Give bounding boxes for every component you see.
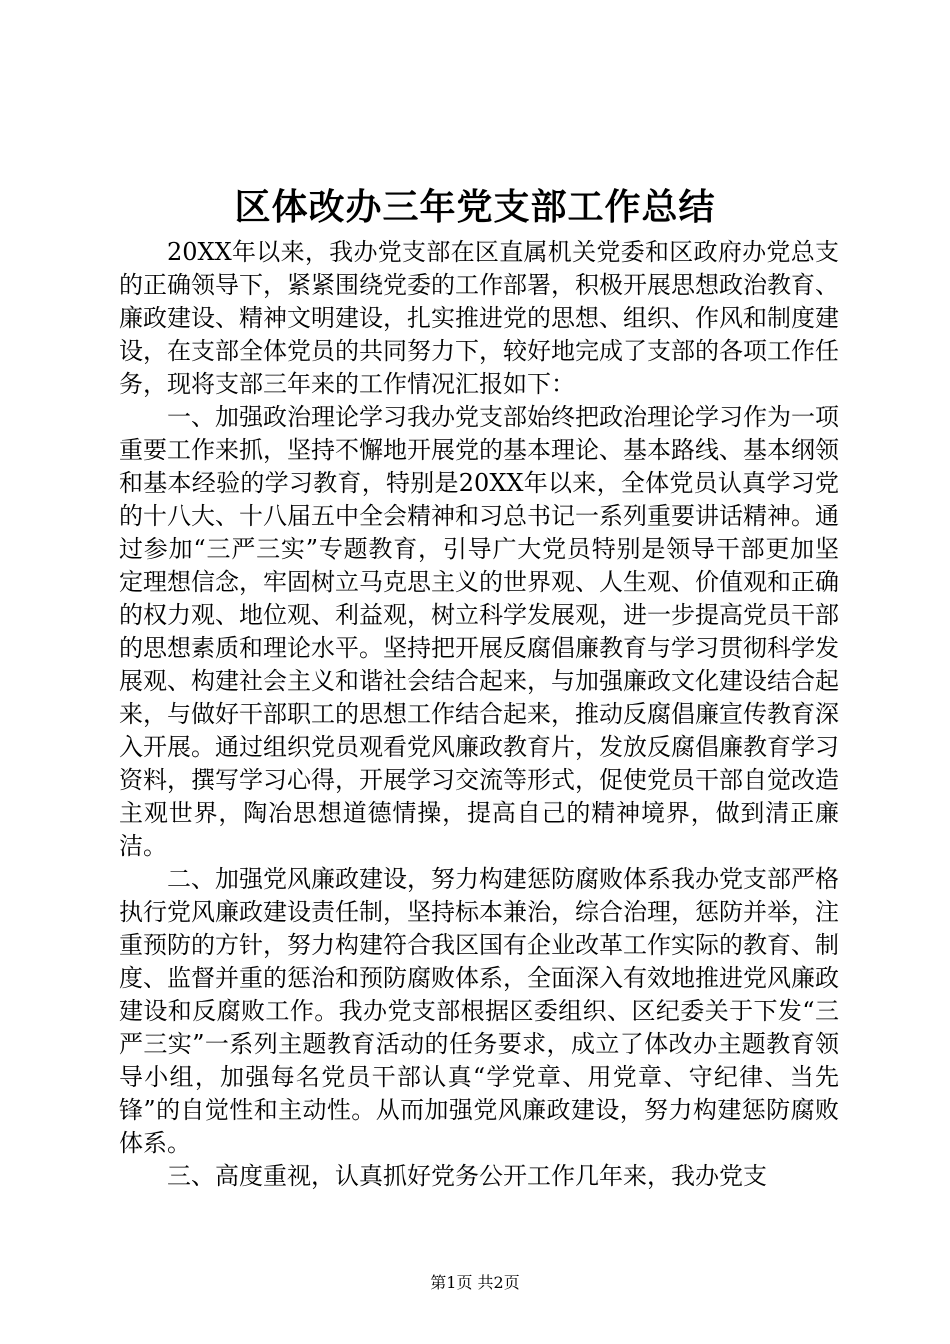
document-title: 区体改办三年党支部工作总结 [234,186,716,228]
paragraph-section-1: 一、加强政治理论学习我办党支部始终把政治理论学习作为一项重要工作来抓，坚持不懈地开展党的基本理论、基本路线、基本纲领和基本经验的学习教育，特别是20XX年以来，全体党员认真学习党的十八大、十八届五中全会精神和习总书记一系列重要讲话精神。通过参加“三严三实”专题教育，引导广大党员特别是领导干部更加坚定理想信念，牢固树立马克思主义的世界观、人生观、价值观和正确的权力观、地位观、利益观，树立科学发展观，进一步提高党员干部的思想素质和理论水平。坚持把开展反腐倡廉教育与学习贯彻科学发展观、构建社会主义和谐社会结合起来，与加强廉政文化建设结合起来，与做好干部职工的思想工作结合起来，推动反腐倡廉宣传教育深入开展。通过组织党员观看党风廉政教育片，发放反腐倡廉教育学习资料，撰写学习心得，开展学习交流等形式，促使党员干部自觉改造主观世界，陶冶思想道德情操，提高自己的精神境界，做到清正廉洁。 [119,403,839,860]
paragraph-section-3: 三、高度重视，认真抓好党务公开工作几年来，我办党支 [167,1162,767,1190]
paragraph-intro: 20XX年以来，我办党支部在区直属机关党委和区政府办党总支的正确领导下，紧紧围绕党委的工作部署，积极开展思想政治教育、廉政建设、精神文明建设，扎实推进党的思想、组织、作风和制度建设，在支部全体党员的共同努力下，较好地完成了支部的各项工作任务，现将支部三年来的工作情况汇报如下： [119,238,839,398]
document-body [119,236,839,1193]
page-number-footer: 第1页 共2页 [430,1273,520,1292]
paragraph-section-2: 二、加强党风廉政建设，努力构建惩防腐败体系我办党支部严格执行党风廉政建设责任制，坚持标本兼治，综合治理，惩防并举，注重预防的方针，努力构建符合我区国有企业改革工作实际的教育、制度、监督并重的惩治和预防腐败体系，全面深入有效地推进党风廉政建设和反腐败工作。我办党支部根据区委组织、区纪委关于下发“三严三实”一系列主题教育活动的任务要求，成立了体改办主题教育领导小组，加强每名党员干部认真“学党章、用党章、守纪律、当先锋”的自觉性和主动性。从而加强党风廉政建设，努力构建惩防腐败体系。 [119,865,839,1157]
